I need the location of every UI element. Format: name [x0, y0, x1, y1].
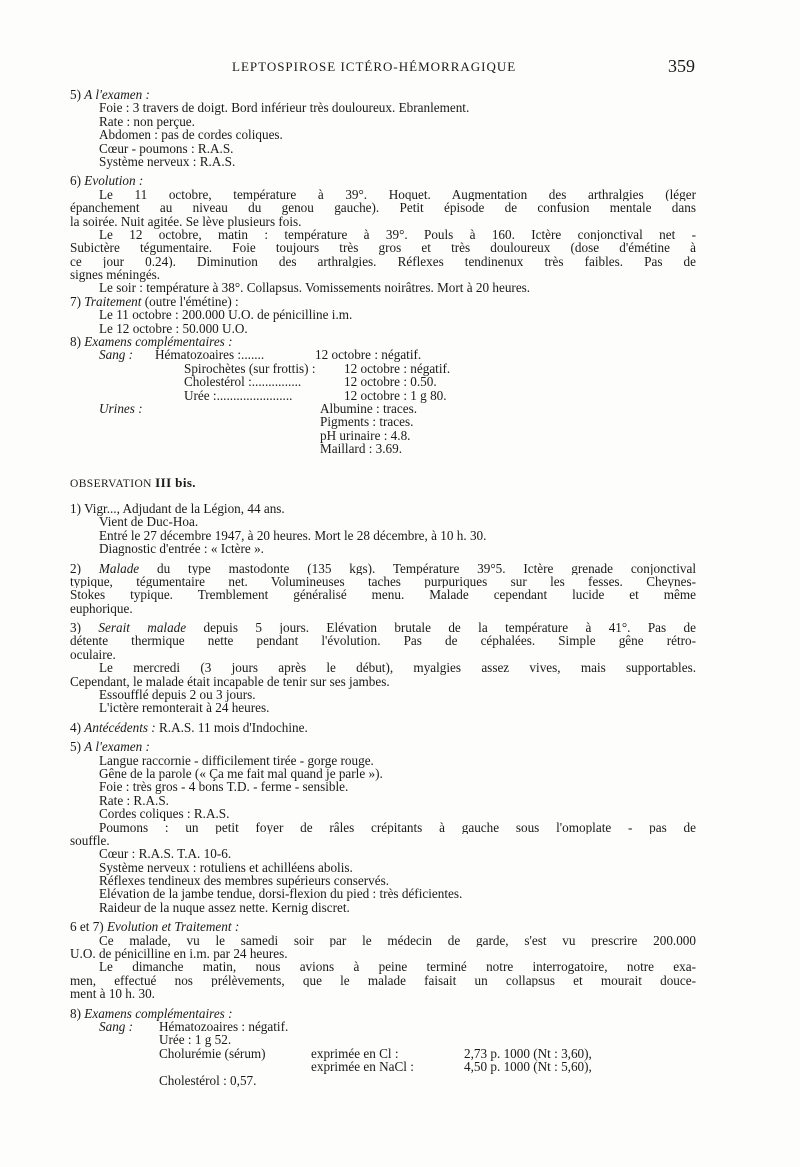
- table-row: Sang : Hématozoaires : négatif.: [70, 1020, 696, 1033]
- table-row: Cholestérol : 0,57.: [159, 1072, 257, 1088]
- text-line: Le dimanche matin, nous avions à peine terminé notre interrogatoire, notre exa-: [99, 960, 696, 974]
- text-line: U.O. de pénicilline en i.m. par 24 heures.: [70, 946, 288, 962]
- text-line: L'ictère remonterait à 24 heures.: [99, 700, 270, 716]
- blood-results-table: [70, 348, 696, 402]
- text-line: Raideur de la nuque assez nette. Kernig discret.: [99, 899, 350, 915]
- table-row: Urée : 1 g 52.: [159, 1032, 232, 1048]
- section-heading: 5) A l'examen :: [70, 87, 150, 102]
- text-line: 2) Malade du type mastodonte (135 kgs). Température 39°5. Ictère grenade conjonctival: [70, 561, 696, 575]
- text-line: Langue raccornie - difficilement tirée - gorge rouge.: [99, 752, 374, 768]
- text-line: Rate : R.A.S.: [99, 792, 169, 808]
- text-line: Ce malade, vu le samedi soir par le médecin de garde, s'est vu prescrire 200.000: [99, 933, 696, 948]
- table-row: Urines : Albumine : traces.: [70, 402, 696, 415]
- text-line: Foie : 3 travers de doigt. Bord inférieur très douloureux. Ebranlement.: [99, 100, 470, 116]
- text-line: Cependant, le malade était incapable de tenir sur ses jambes.: [70, 673, 390, 689]
- text-line: Cœur : R.A.S. T.A. 10-6.: [99, 846, 232, 862]
- table-row: Cholestérol :............... 12 octobre : 0.50.: [184, 374, 437, 390]
- text-line: ce jour 0.24). Diminution des arthralgies. Réflexes tendinenux très faibles. Pas de: [70, 254, 696, 269]
- text-line: Elévation de la jambe tendue, dorsi-flexion du pied : très déficientes.: [99, 886, 463, 902]
- text-line: épanchement au niveau du genou gauche). Petit épisode de confusion mentale dans: [70, 201, 696, 215]
- text-line: Gêne de la parole (« Ça me fait mal quand je parle »).: [99, 765, 383, 781]
- text-line: Essoufflé depuis 2 ou 3 jours.: [99, 687, 256, 703]
- table-row: Sang : Hématozoaires :....... 12 octobre : négatif.: [70, 348, 696, 361]
- table-row: Urée :....................... 12 octobre : 1 g 80.: [184, 387, 447, 403]
- table-row: pH urinaire : 4.8.: [320, 427, 411, 443]
- table-row: Cholurémie (sérum) exprimée en Cl : 2,73 p. 1000 (Nt : 3,60),: [159, 1045, 592, 1061]
- text-line: Rate : non perçue.: [99, 113, 195, 129]
- section-heading: 6 et 7) Evolution et Traitement :: [70, 919, 240, 935]
- running-header-title: LEPTOSPIROSE ICTÉRO-HÉMORRAGIQUE: [232, 59, 517, 74]
- text-line: Le 11 octobre, température à 39°. Hoquet. Augmentation des arthralgies (léger: [99, 187, 696, 202]
- urine-label: Urines :: [99, 400, 143, 416]
- text-line: oculaire.: [70, 646, 116, 662]
- text-line: Le 12 octobre : 50.000 U.O.: [99, 320, 248, 336]
- text-line: Cœur - poumons : R.A.S.: [99, 140, 234, 156]
- text-line: Subictère tégumentaire. Foie toujours très gros et très douloureux (dose d'émétine à: [70, 241, 696, 255]
- table-row: Maillard : 3.69.: [320, 441, 403, 457]
- observation-heading: OBSERVATION III bis.: [70, 474, 196, 490]
- text-line: Le 11 octobre : 200.000 U.O. de pénicilline i.m.: [99, 307, 353, 323]
- table-row: Pigments : traces.: [320, 414, 414, 430]
- text-line: 1) Vigr..., Adjudant de la Légion, 44 ans.: [70, 500, 285, 516]
- text-line: Stokes typique. Tremblement généralisé menu. Malade cependant lucide et même: [70, 588, 696, 602]
- text-line: Abdomen : pas de cordes coliques.: [99, 127, 283, 143]
- blood-label: Sang :: [99, 1019, 134, 1034]
- text-line: détente thermique nette pendant l'évolution. Pas de céphalées. Simple gêne rétro-: [70, 634, 696, 648]
- text-line: ment à 10 h. 30.: [70, 986, 155, 1002]
- table-row: Spirochètes (sur frottis) : 12 octobre : négatif.: [184, 360, 451, 376]
- text-line: Entré le 27 décembre 1947, à 20 heures. Mort le 28 décembre, à 10 h. 30.: [99, 527, 487, 543]
- table-row: exprimée en NaCl : 4,50 p. 1000 (Nt : 5,60),: [311, 1059, 592, 1075]
- text-line: Le mercredi (3 jours après le début), myalgies assez vives, mais supportables.: [99, 661, 696, 675]
- text-line: men, effectué nos prélèvements, que le malade faisait un collapsus et mourait douce-: [70, 973, 696, 988]
- text-line: la soirée. Nuit agitée. Se lève plusieurs fois.: [70, 213, 302, 229]
- text-line: Système nerveux : R.A.S.: [99, 153, 236, 169]
- section-heading: 6) Evolution :: [70, 173, 144, 189]
- section-heading: 5) A l'examen :: [70, 739, 150, 755]
- text-line: euphorique.: [70, 600, 133, 616]
- text-line: Diagnostic d'entrée : « Ictère ».: [99, 541, 264, 557]
- section-heading: 8) Examens complémentaires :: [70, 334, 233, 350]
- text-line: Le 12 octobre, matin : température à 39°. Pouls à 160. Ictère conjonctival net -: [99, 227, 696, 242]
- blood-label: Sang :: [99, 347, 134, 363]
- text-line: 3) Serait malade depuis 5 jours. Elévation brutale de la température à 41°. Pas de: [70, 621, 696, 635]
- page-number: 359: [668, 56, 695, 76]
- text-line: Poumons : un petit foyer de râles crépitants à gauche sous l'omoplate - pas de: [99, 820, 696, 834]
- text-line: 4) Antécédents : R.A.S. 11 mois d'Indochine.: [70, 719, 308, 735]
- text-line: Vient de Duc-Hoa.: [99, 514, 199, 530]
- text-line: Le soir : température à 38°. Collapsus. Vomissements noirâtres. Mort à 20 heures.: [99, 280, 531, 296]
- page-body: [70, 88, 696, 1087]
- text-line: Réflexes tendineux des membres supérieurs conservés.: [99, 873, 390, 889]
- text-line: souffle.: [70, 832, 110, 848]
- text-line: typique, tégumentaire net. Volumineuses taches purpuriques sur les fesses. Cheynes-: [70, 574, 696, 589]
- urine-results-table: [70, 402, 696, 456]
- text-line: signes méningés.: [70, 267, 161, 283]
- text-line: Cordes coliques : R.A.S.: [99, 806, 230, 822]
- text-line: Système nerveux : rotuliens et achilléens abolis.: [99, 859, 353, 875]
- section-heading: 8) Examens complémentaires :: [70, 1005, 233, 1021]
- text-line: Foie : très gros - 4 bons T.D. - ferme - sensible.: [99, 779, 349, 795]
- section-heading: 7) Traitement (outre l'émétine) :: [70, 293, 239, 309]
